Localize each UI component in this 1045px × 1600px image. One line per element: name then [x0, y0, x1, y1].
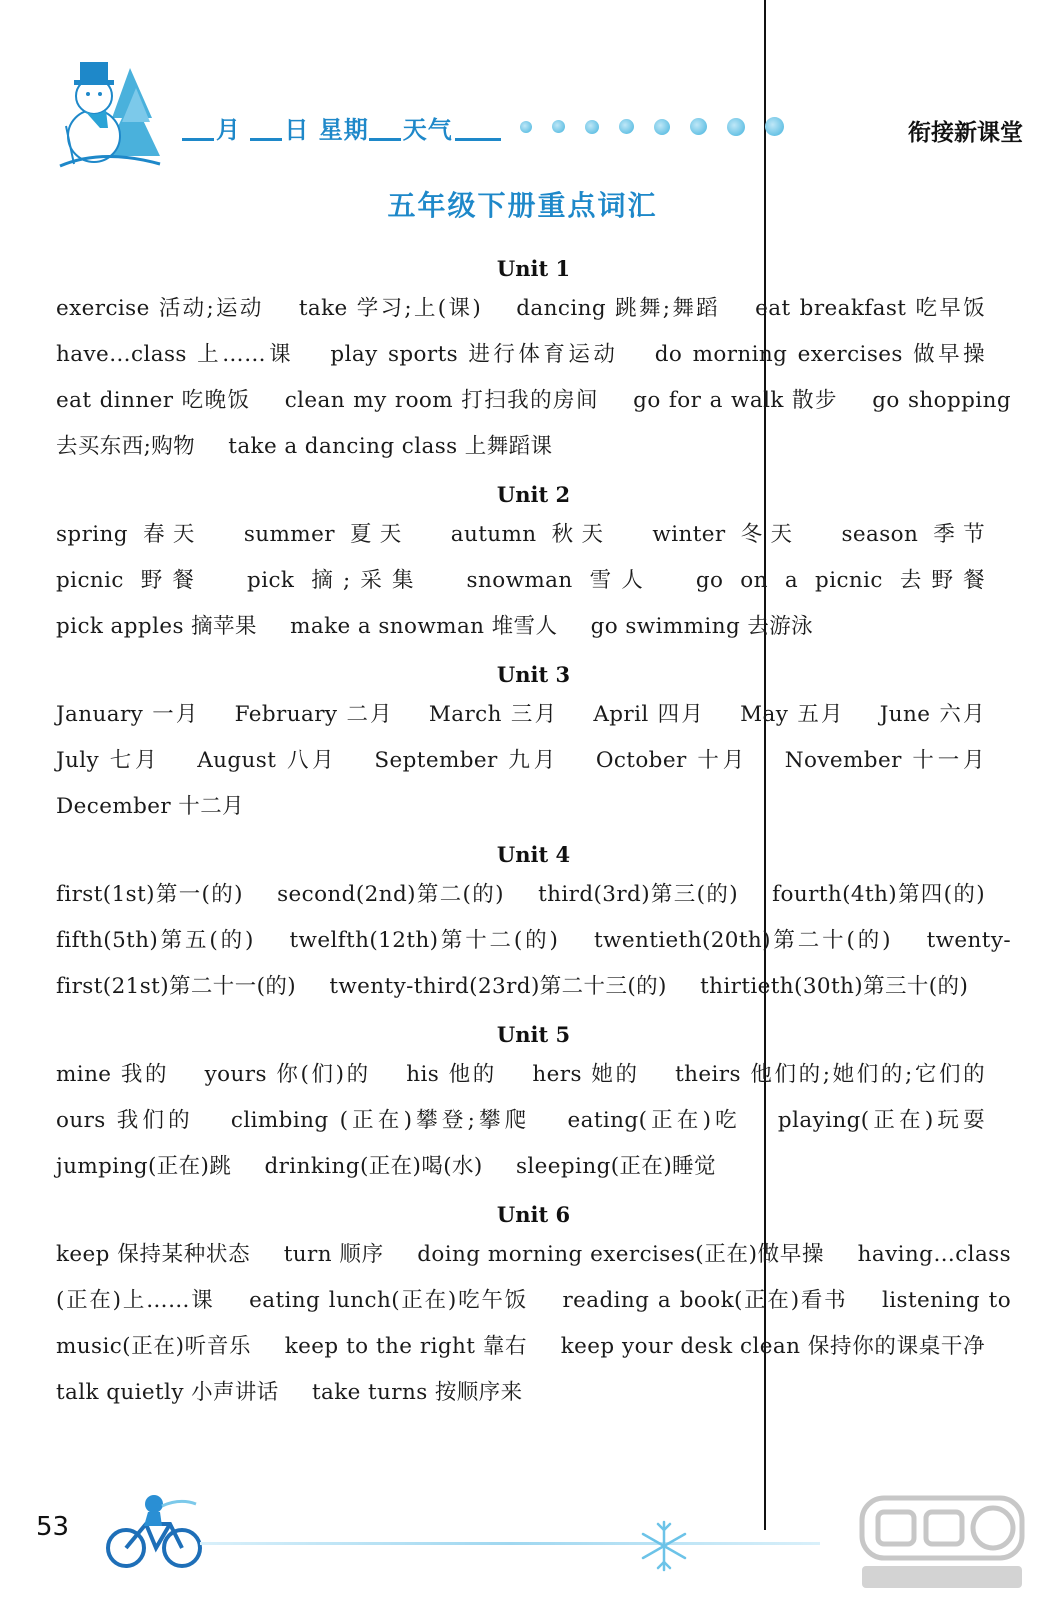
vocabulary-entry: spring 春天: [56, 522, 203, 547]
unit-section: [56, 838, 1011, 1010]
vocabulary-entry: March 三月: [428, 702, 559, 727]
vocabulary-entry: June 六月: [879, 702, 986, 727]
unit-heading: Unit 2: [496, 482, 571, 507]
unit-heading: Unit 1: [496, 256, 571, 281]
vocabulary-entry: ours 我们的: [56, 1108, 194, 1133]
snowman-illustration: [52, 48, 164, 170]
vocabulary-entry: jumping(正在)跳: [56, 1154, 232, 1179]
unit-section: [56, 1018, 1011, 1190]
vocabulary-entry: August 八月: [197, 748, 338, 773]
vocabulary-entry: reading a book(正在)看书: [562, 1288, 848, 1313]
vocabulary-entry: December 十二月: [56, 794, 245, 819]
vocabulary-entry: mine 我的: [56, 1062, 170, 1087]
vocabulary-entry: climbing (正在)攀登;攀爬: [230, 1108, 531, 1133]
unit-section: [56, 658, 1011, 830]
vocabulary-entry: do morning exercises 做早操: [654, 342, 986, 367]
vocabulary-entry: September 九月: [374, 748, 560, 773]
vocabulary-entry: clean my room 打扫我的房间: [284, 388, 599, 413]
vocabulary-entry: second(2nd)第二(的): [277, 882, 504, 907]
unit-heading: Unit 4: [496, 842, 571, 867]
month-label: 月: [216, 116, 241, 144]
vocabulary-entry: January 一月: [56, 702, 200, 727]
footer-divider: [200, 1542, 820, 1545]
vocabulary-list: [56, 286, 1011, 470]
vocabulary-entry: exercise 活动;运动: [56, 296, 264, 321]
vocabulary-entry: picnic 野餐: [56, 568, 205, 593]
vocabulary-entry: theirs 他们的;她们的;它们的: [675, 1062, 986, 1087]
vocabulary-content: [56, 252, 1011, 1424]
vocabulary-entry: May 五月: [740, 702, 845, 727]
unit-heading: Unit 5: [496, 1022, 571, 1047]
page-title: 五年级下册重点词汇: [387, 189, 658, 222]
vocabulary-entry: twenty-third(23rd)第二十三(的): [329, 974, 667, 999]
vocabulary-entry: fourth(4th)第四(的): [772, 882, 986, 907]
day-label: 日: [284, 116, 310, 144]
vocabulary-entry: yours 你(们)的: [204, 1062, 371, 1087]
watermark-logo: [858, 1492, 1028, 1592]
bicycle-illustration: [104, 1490, 204, 1570]
vocabulary-entry: twentieth(20th)第二十(的): [594, 928, 891, 953]
vocabulary-entry: doing morning exercises(正在)做早操: [417, 1242, 825, 1267]
vocabulary-entry: October 十月: [595, 748, 749, 773]
vocabulary-entry: make a snowman 堆雪人: [290, 614, 558, 639]
vocabulary-entry: sleeping(正在)睡觉: [515, 1154, 716, 1179]
vocabulary-entry: summer 夏天: [243, 522, 410, 547]
vocabulary-entry: dancing 跳舞;舞蹈: [516, 296, 720, 321]
vocabulary-entry: go shopping 去买东西;购物: [56, 388, 1011, 459]
vocabulary-entry: having…class (正在)上……课: [56, 1242, 1012, 1313]
vocabulary-entry: eating lunch(正在)吃午饭: [249, 1288, 528, 1313]
vocabulary-entry: eat breakfast 吃早饭: [755, 296, 986, 321]
vocabulary-entry: keep your desk clean 保持你的课桌干净: [560, 1334, 986, 1359]
vocabulary-entry: talk quietly 小声讲话: [56, 1380, 279, 1405]
vocabulary-entry: listening to music(正在)听音乐: [56, 1288, 1012, 1359]
vocabulary-entry: third(3rd)第三(的): [538, 882, 738, 907]
page-footer: [0, 1490, 1045, 1600]
unit-heading: Unit 3: [496, 662, 571, 687]
vocabulary-entry: hers 她的: [532, 1062, 640, 1087]
decorative-dots: [520, 116, 804, 136]
vocabulary-entry: twelfth(12th)第十二(的): [289, 928, 559, 953]
vocabulary-entry: first(1st)第一(的): [56, 882, 243, 907]
vocabulary-entry: keep to the right 靠右: [284, 1334, 528, 1359]
snowflake-icon: [636, 1518, 692, 1574]
vocabulary-entry: pick apples 摘苹果: [56, 614, 257, 639]
unit-section: [56, 1198, 1011, 1416]
vocabulary-entry: go for a walk 散步: [633, 388, 838, 413]
vocabulary-entry: thirtieth(30th)第三十(的): [700, 974, 969, 999]
unit-section: [56, 478, 1011, 650]
vocabulary-entry: turn 顺序: [283, 1242, 384, 1267]
vocabulary-entry: July 七月: [56, 748, 161, 773]
page-header: [0, 0, 1045, 180]
vocabulary-list: [56, 692, 1011, 830]
date-weather-line: [182, 110, 503, 145]
vocabulary-entry: have…class 上……课: [56, 342, 295, 367]
vocabulary-entry: take 学习;上(课): [298, 296, 482, 321]
vocabulary-entry: his 他的: [406, 1062, 497, 1087]
vocabulary-entry: autumn 秋天: [450, 522, 612, 547]
vocabulary-list: [56, 872, 1011, 1010]
vocabulary-list: [56, 1232, 1011, 1416]
brand-title: 衔接新课堂: [908, 119, 1023, 146]
vocabulary-entry: playing(正在)玩耍: [777, 1108, 986, 1133]
vocabulary-list: [56, 512, 1011, 650]
vocabulary-entry: winter 冬天: [652, 522, 801, 547]
vocabulary-entry: February 二月: [234, 702, 394, 727]
vocabulary-entry: take a dancing class 上舞蹈课: [228, 434, 553, 459]
vocabulary-entry: fifth(5th)第五(的): [56, 928, 254, 953]
vocabulary-entry: eat dinner 吃晚饭: [56, 388, 251, 413]
vocabulary-entry: drinking(正在)喝(水): [264, 1154, 483, 1179]
vocabulary-entry: go on a picnic 去野餐: [695, 568, 985, 593]
vocabulary-entry: November 十一月: [784, 748, 986, 773]
page-number: 53: [36, 1512, 70, 1542]
vocabulary-entry: play sports 进行体育运动: [330, 342, 619, 367]
unit-heading: Unit 6: [496, 1202, 571, 1227]
vocabulary-entry: go swimming 去游泳: [590, 614, 814, 639]
weekday-label: 星期: [318, 116, 369, 144]
vocabulary-list: [56, 1052, 1011, 1190]
vocabulary-entry: keep 保持某种状态: [56, 1242, 251, 1267]
vocabulary-entry: snowman 雪人: [466, 568, 653, 593]
vocabulary-entry: pick 摘;采集: [247, 568, 424, 593]
vocabulary-entry: season 季节: [841, 522, 986, 547]
vocabulary-entry: eating(正在)吃: [567, 1108, 741, 1133]
vocabulary-entry: April 四月: [593, 702, 706, 727]
unit-section: [56, 252, 1011, 470]
vocabulary-entry: twenty-first(21st)第二十一(的): [56, 928, 1012, 999]
vocabulary-entry: take turns 按顺序来: [311, 1380, 523, 1405]
weather-label: 天气: [402, 116, 453, 144]
